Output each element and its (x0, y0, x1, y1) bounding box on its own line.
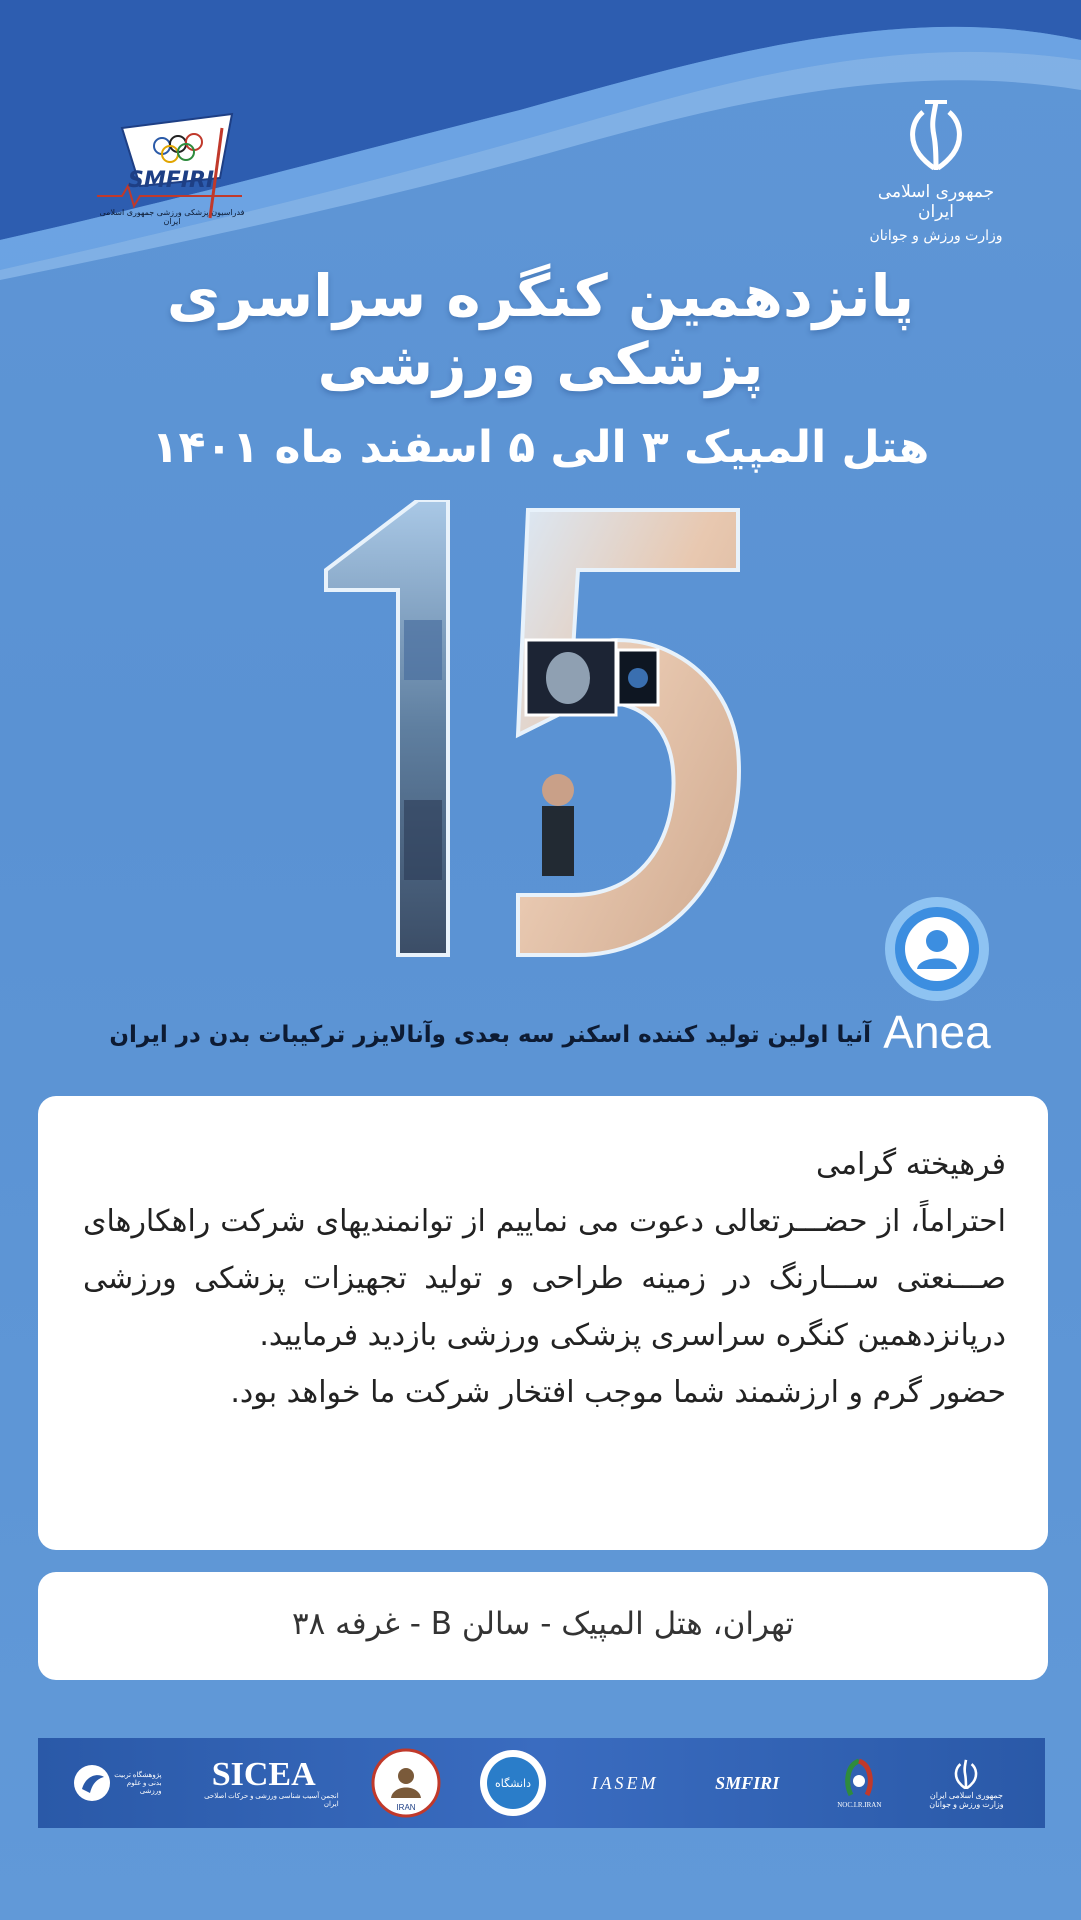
page-title: پانزدهمین کنگره سراسری پزشکی ورزشی (166, 262, 915, 398)
research-institute-icon (72, 1763, 112, 1803)
letter-body: احتراماً، از حضـــرتعالی دعوت می نماییم از توانمندیهای شرکت راهکارهای صـــنعتی ســـارنگ در زمینه طراحی و تولید تجهیزات پزشکی ورزشی درپانزدهمین کنگره سراسری پزشکی ورزشی بازدید فرمایید. (83, 1204, 1006, 1353)
letter-closing: حضور گرم و ارزشمند شما موجب افتخار شرکت ما خواهد بود. (230, 1375, 1006, 1410)
university-text: دانشگاه (494, 1777, 531, 1790)
invitation-letter (83, 1136, 1006, 1421)
sponsor-university (473, 1746, 553, 1820)
smfiri-logo-text: SMFIRI (128, 168, 215, 193)
smfiri-logo (92, 108, 252, 226)
noc-emblem-icon (837, 1757, 881, 1801)
address-card (38, 1572, 1048, 1680)
iran-hero-text: IRAN (396, 1803, 416, 1812)
smfiri-logo-caption: فدراسیون پزشکی ورزشی جمهوری اسلامی ایران (99, 208, 245, 226)
university-seal-icon (478, 1748, 548, 1818)
sponsor-smfiri (697, 1746, 797, 1820)
iran-logo-line1: جمهوری اسلامی ایران (877, 182, 995, 222)
sponsor-noc (824, 1746, 894, 1820)
iran-emblem-logo (861, 96, 1011, 246)
iasem-logo-text: IASEM (591, 1772, 659, 1793)
sicea-logo-text: SICEA (211, 1756, 316, 1793)
iran-emblem-icon (901, 96, 971, 174)
anea-logo (878, 895, 996, 1058)
iran-ministry-line2: وزارت ورزش و جوانان (929, 1800, 1004, 1809)
sponsor-iran-ministry (921, 1746, 1011, 1820)
anea-logo-text: Anea (883, 1006, 991, 1058)
sponsor-sicea (189, 1746, 339, 1820)
research-institute-label: پژوهشگاه تربیت بدنی و علوم ورزشی (114, 1771, 162, 1795)
event-date-venue: هتل المپیک ۳ الی ۵ اسفند ماه ۱۴۰۱ (151, 422, 930, 473)
iran-ministry-line1: جمهوری اسلامی ایران (929, 1791, 1003, 1800)
booth-address: تهران، هتل المپیک - سالن B - غرفه ۳۸ (291, 1606, 795, 1642)
iran-hero-badge-icon (371, 1748, 441, 1818)
sicea-caption: انجمن آسیب شناسی ورزشی و حرکات اصلاحی ایران (204, 1792, 339, 1808)
letter-greeting: فرهیخته گرامی (815, 1147, 1006, 1182)
hero-15-collage (318, 500, 758, 960)
iran-ministry-emblem-icon (951, 1757, 981, 1791)
user-avatar-icon (883, 895, 991, 1003)
smfiri-sponsor-text: SMFIRI (715, 1772, 780, 1793)
noc-label: NOC.I.R.IRAN (837, 1801, 882, 1809)
iran-logo-line2: وزارت ورزش و جوانان (869, 228, 1003, 244)
sponsor-research-institute (72, 1746, 162, 1820)
sponsor-iran-hero (366, 1746, 446, 1820)
invitation-card (38, 1096, 1048, 1550)
sponsor-strip (38, 1738, 1045, 1828)
sponsor-iasem (580, 1746, 670, 1820)
anea-tagline: آنیا اولین تولید کننده اسکنر سه بعدی وآنالایزر ترکیبات بدن در ایران (109, 1022, 871, 1048)
